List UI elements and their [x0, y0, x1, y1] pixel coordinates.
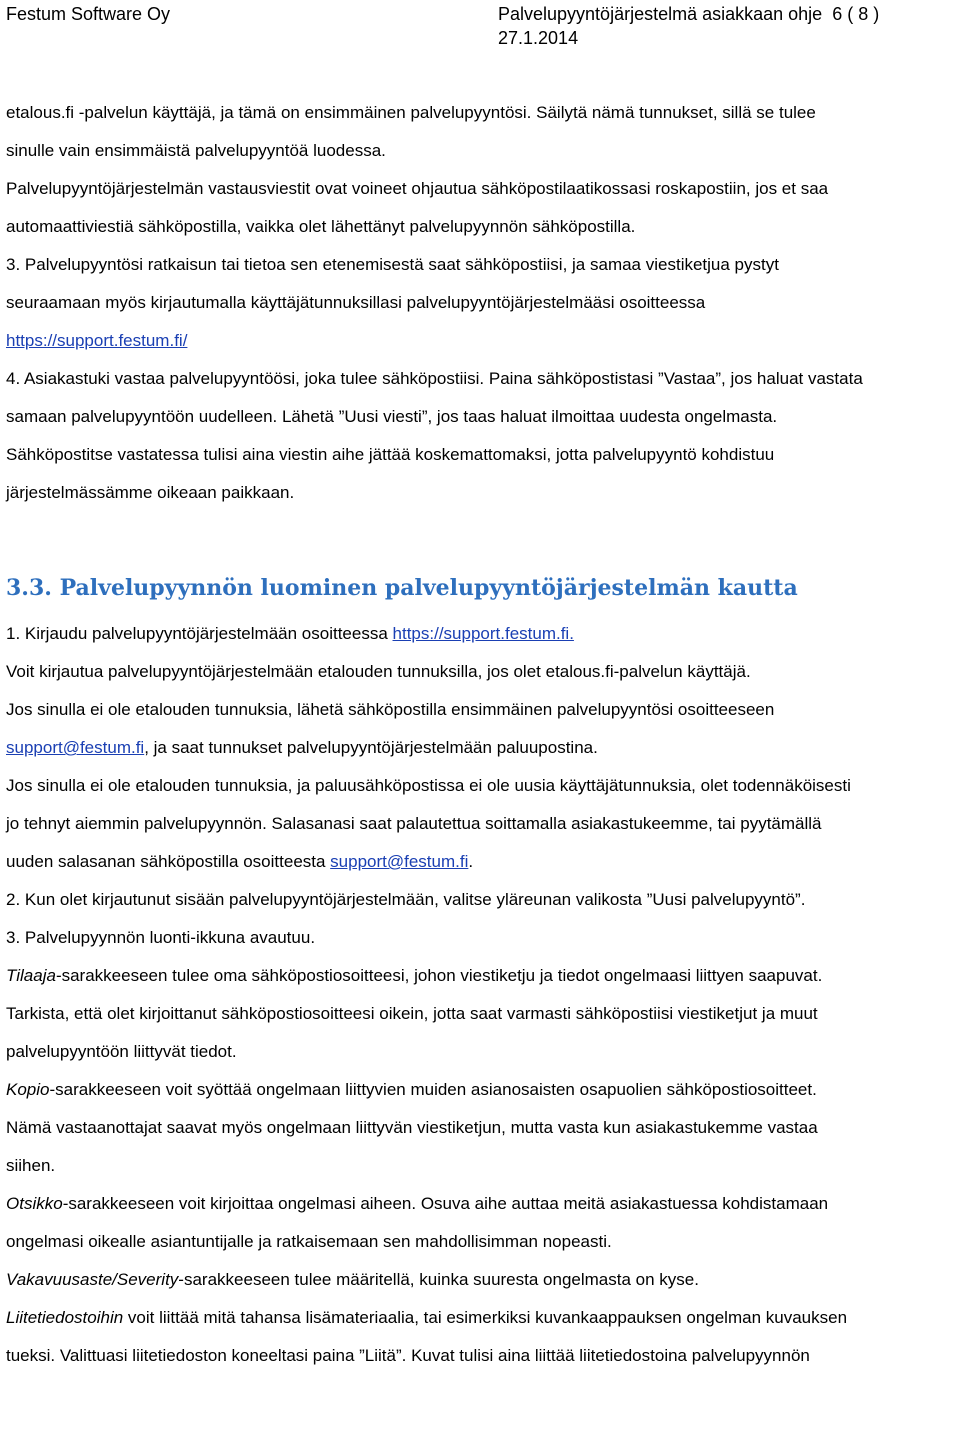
otsikko-text: -sarakkeeseen voit kirjoittaa ongelmasi aiheen. Osuva aihe auttaa meitä asiakastuessa kohdistamaan: [62, 1194, 829, 1213]
step-2-line: 2. Kun olet kirjautunut sisään palvelupyyntöjärjestelmään, valitse yläreunan valikosta ”Uusi palvelupyyntö”.: [6, 890, 806, 909]
step-3-line: seuraamaan myös kirjautumalla käyttäjätunnuksillasi palvelupyyntöjärjestelmääsi osoitteessa: [6, 293, 706, 312]
header-company: Festum Software Oy: [6, 4, 171, 24]
tilaaja-line: [6, 963, 960, 1001]
liite-term: Liitetiedostoihin: [6, 1308, 124, 1327]
header-doc-title: Palvelupyyntöjärjestelmä asiakkaan ohje: [498, 4, 823, 24]
password-reset-line: [6, 849, 960, 887]
otsikko-line: ongelmasi oikealle asiantuntijalle ja ratkaisemaan sen mahdollisimman nopeasti.: [6, 1232, 612, 1251]
document-body: [6, 100, 960, 1381]
kopio-term: Kopio: [6, 1080, 50, 1099]
liite-text: voit liittää mitä tahansa lisämateriaalia, tai esimerkiksi kuvankaappauksen ongelman kuvauksen: [123, 1308, 848, 1327]
support-email-link[interactable]: support@festum.fi: [6, 738, 145, 757]
kopio-line: Nämä vastaanottajat saavat myös ongelmaan liittyvän viestiketjun, mutta vasta kun asiakastukemme vastaa: [6, 1118, 818, 1137]
section-heading: 3.3. Palvelupyynnön luominen palvelupyyntöjärjestelmän kautta: [6, 575, 798, 601]
login-step-line: [6, 621, 960, 659]
step-4-line: 4. Asiakastuki vastaa palvelupyyntöösi, joka tulee sähköpostiisi. Paina sähköpostistasi ”Vastaa”, jos haluat vastata: [6, 369, 863, 388]
otsikko-term: Otsikko: [6, 1194, 63, 1213]
vakavuus-term: Vakavuusaste/Severity: [6, 1270, 179, 1289]
kopio-line: [6, 1077, 960, 1115]
tilaaja-text: -sarakkeeseen tulee oma sähköpostiosoitteesi, johon viestiketju ja tiedot ongelmaasi liittyen saapuvat.: [55, 966, 823, 985]
kopio-line: siihen.: [6, 1156, 56, 1175]
vakavuus-text: -sarakkeeseen tulee määritellä, kuinka suuresta ongelmasta on kyse.: [178, 1270, 699, 1289]
liite-line: [6, 1305, 960, 1343]
support-login-link[interactable]: https://support.festum.fi.: [392, 624, 574, 643]
section-spacer: [6, 518, 960, 573]
paragraph-line: automaattiviestiä sähköpostilla, vaikka olet lähettänyt palvelupyynnön sähköpostilla.: [6, 217, 636, 236]
tarkista-line: palvelupyyntöön liittyvät tiedot.: [6, 1042, 237, 1061]
support-email-link[interactable]: support@festum.fi: [330, 852, 469, 871]
paragraph-line: etalous.fi -palvelun käyttäjä, ja tämä on ensimmäinen palvelupyyntösi. Säilytä nämä tunnukset, sillä se tulee: [6, 103, 816, 122]
step-4-line: samaan palvelupyyntöön uudelleen. Lähetä ”Uusi viesti”, jos taas haluat ilmoittaa uudesta ongelmasta.: [6, 407, 778, 426]
step-4-line: Sähköpostitse vastatessa tulisi aina viestin aihe jättää koskemattomaksi, jotta palvelupyyntö kohdistuu: [6, 445, 775, 464]
no-credentials-line: [6, 735, 960, 773]
step-3-line: 3. Palvelupyyntösi ratkaisun tai tietoa sen etenemisestä saat sähköpostiisi, ja samaa viestiketjua pystyt: [6, 255, 779, 274]
password-reset-text: uuden salasanan sähköpostilla osoitteesta: [6, 852, 331, 871]
header-date: 27.1.2014: [498, 28, 579, 48]
paragraph-line: sinulle vain ensimmäistä palvelupyyntöä luodessa.: [6, 141, 386, 160]
login-note-line: Voit kirjautua palvelupyyntöjärjestelmään etalouden tunnuksilla, jos olet etalous.fi-palvelun käyttäjä.: [6, 662, 751, 681]
vakavuus-line: [6, 1267, 960, 1305]
kopio-text: -sarakkeeseen voit syöttää ongelmaan liittyvien muiden asianosaisten osapuolien sähköpostiosoitteet.: [49, 1080, 817, 1099]
support-url-link[interactable]: https://support.festum.fi/: [6, 331, 188, 350]
password-reset-end: .: [468, 852, 474, 871]
support-link-line: [6, 328, 960, 366]
header-title: [498, 4, 879, 25]
liite-line: tueksi. Valittuasi liitetiedoston koneeltasi paina ”Liitä”. Kuvat tulisi aina liittää liitetiedostoina palvelupyynnön: [6, 1346, 810, 1365]
login-step-text: 1. Kirjaudu palvelupyyntöjärjestelmään osoitteessa: [6, 624, 393, 643]
paragraph-line: Palvelupyyntöjärjestelmän vastausviestit ovat voineet ohjautua sähköpostilaatikossasi roskapostiin, jos et saa: [6, 179, 829, 198]
no-credentials-text: , ja saat tunnukset palvelupyyntöjärjestelmään paluupostina.: [144, 738, 598, 757]
tilaaja-term: Tilaaja: [6, 966, 56, 985]
password-reset-line: jo tehnyt aiemmin palvelupyynnön. Salasanasi saat palautettua soittamalla asiakastukeemme, tai pyytämällä: [6, 814, 822, 833]
tarkista-line: Tarkista, että olet kirjoittanut sähköpostiosoitteesi oikein, jotta saat varmasti sähköpostiisi viestiketjut ja muut: [6, 1004, 818, 1023]
otsikko-line: [6, 1191, 960, 1229]
step-3-line: 3. Palvelupyynnön luonti-ikkuna avautuu.: [6, 928, 316, 947]
header-page-number: 6 ( 8 ): [832, 4, 880, 24]
step-4-line: järjestelmässämme oikeaan paikkaan.: [6, 483, 295, 502]
password-reset-line: Jos sinulla ei ole etalouden tunnuksia, ja paluusähköpostissa ei ole uusia käyttäjätunnuksia, olet todennäköisesti: [6, 776, 851, 795]
no-credentials-line: Jos sinulla ei ole etalouden tunnuksia, lähetä sähköpostilla ensimmäinen palvelupyyntösi osoitteeseen: [6, 700, 775, 719]
